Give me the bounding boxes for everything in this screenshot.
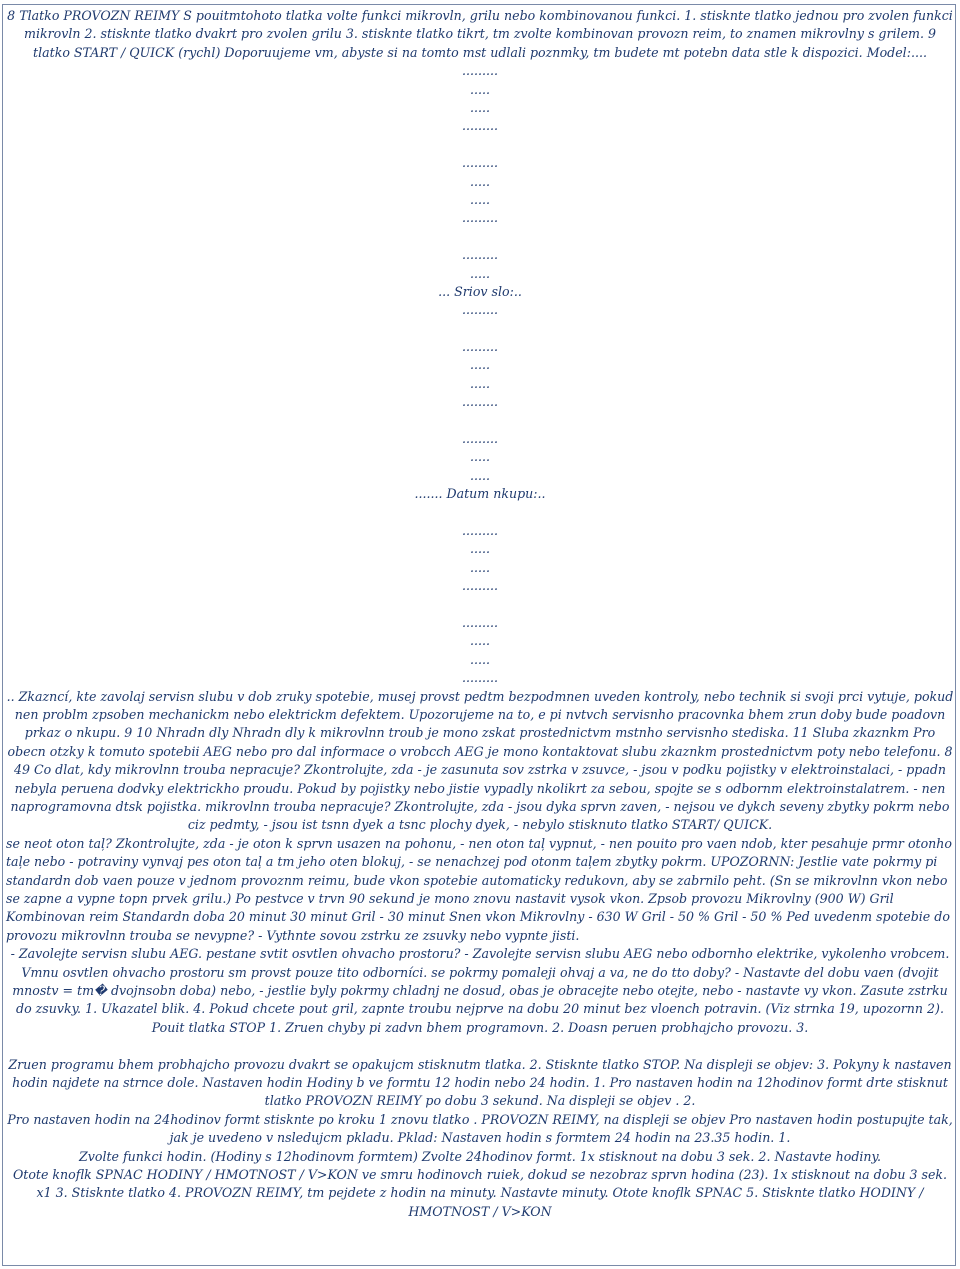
intro-paragraph: 8 Tlatko PROVOZN REIMY S pouitmtohoto tlatka volte funkci mikrovln, grilu nebo kombinovanou funkci. 1. stisknte tlatko jednou pro zvolen funkci mikrovln 2. stisknte tlatko dvakrt pro zvolen grilu 3. stisknte tlatko tikrt, tm zvolte kombinovan provozn reim, to znamen mikrovlny s grilem. 9 tlatko START / QUICK (rychl) Doporuujeme vm, abyste si na tomto mst udlali poznmky, tm budete mt potebn data stle k dispozici. Model:.... [7,8,953,60]
note-line [6,412,954,430]
note-line [6,504,954,522]
note-line: ..... [469,559,491,575]
note-line: ..... [469,100,491,115]
note-line: ......... [461,155,499,171]
note-line: ......... [461,670,499,686]
note-line: ......... [461,523,499,539]
clock-select-paragraph: Zvolte funkci hodin. (Hodiny s 12hodinovm formtem) Zvolte 24hodinov formt. 1x stisknout na dobu 3 sek. 2. Nastavte hodiny. [79,1148,881,1164]
serial-number-label: ... Sriov slo:.. [438,283,522,299]
clock-setup-paragraph: Zruen programu bhem probhajcho provozu dvakrt se opakujcm stisknutm tlatka. 2. Stisknte tlatko STOP. Na displeji se objev: 3. Pokyny k nastaven hodin najdete na strnce dole. Nastaven hodin Hodiny b ve formtu 12 hodin nebo 24 hodin. 1. Pro nastaven hodin na 12hodinov formt drte stisknut tlatko PROVOZN REIMY po dobu 3 sekund. Na displeji se objev . 2. [8,1056,952,1109]
note-line: ......... [461,614,499,630]
blank-line [6,1037,954,1055]
note-line: ..... [469,81,491,97]
note-line: ......... [461,210,499,226]
clock-knob-paragraph: Otote knoflk SPNAC HODINY / HMOTNOST / V>KON ve smru hodinovch ruiek, dokud se nezobraz sprvn hodina (23). 1x stisknout na dobu 3 sek. x1 3. Stisknte tlatko 4. PROVOZN REIMY, tm pejdete z hodin na minuty. Nastavte minuty. Otote knoflk SPNAC 5. Stisknte tlatko HODINY / HMOTNOST / V>KON [12,1167,948,1219]
note-line: ..... [469,265,491,281]
note-line: ..... [469,541,491,557]
note-line: ..... [469,467,491,483]
note-line: ..... [469,449,491,465]
date-notes-lines [6,504,954,688]
note-line: ......... [461,302,499,318]
note-line: ......... [461,431,499,447]
customer-service-paragraph: .. Zkazncí, kte zavolaj servisn slubu v dob zruky spotebie, musej provst pedtm bezpodmnen uveden kontroly, nebo technik si svoji prci vytuje, pokud nen problm zpsoben mechanickm nebo elektrickm defektem. Upozorujeme na to, e pi nvtvch servisnho pracovnka bhem zrun doby bude poadovn prkaz o nkupu. 9 10 Nhradn dly Nhradn dly k mikrovlnn troub je mono zskat prostednictvm mstnho servisnho stediska. 11 Sluba zkaznkm Pro obecn otzky k tomuto spotebii AEG nebo pro dal informace o vrobcch AEG je mono kontaktovat slubu zkaznkm prostednictvm poty nebo telefonu. 8 49 Co dlat, kdy mikrovlnn trouba nepracuje? Zkontrolujte, zda - je zasunuta sov zstrka v zsuvce, - jsou v podku pojistky v elektroinstalaci, - ppadn nebyla peruena dodvky elektrickho proudu. Pokud by pojistky nebo jistie vypadly nkolikrt za sebou, spojte se s odbornm elektroinstalatrem. - nen naprogramovna dtsk pojistka. mikrovlnn trouba nepracuje? Zkontrolujte, zda - jsou dyka sprvn zaven, - nejsou ve dykch seveny zbytky pokrm nebo ciz pedmty, - jsou ist tsnn dyek a tsnc plochy dyek, - nebylo stisknuto tlatko START/ QUICK. [6,688,954,833]
note-line: ......... [461,63,499,79]
note-line: ..... [469,633,491,649]
manual-page [6,7,954,1221]
note-line: ..... [469,357,491,373]
serial-notes-lines [6,301,954,485]
note-line: ..... [469,191,491,207]
purchase-date-label: ....... Datum nkupu:.. [414,486,546,502]
model-notes-lines [6,62,954,283]
service-paragraph: - Zavolejte servisn slubu AEG. pestane svtit osvtlen ohvacho prostoru? - Zavolejte servisn slubu AEG nebo odbornho elektrike, vykolenho vrobcem. Vmnu osvtlen ohvacho prostoru sm provst pouze tito odborníci. se pokrmy pomaleji ohvaj a va, ne do tto doby? - Nastavte del dobu vaen (dvojit mnostv = tm� dvojnsobn doba) nebo, - jestlie byly pokrmy chladnj ne dosud, obas je obracejte nebo otejte, nebo - nastavte vy vkon. Zasute zstrku do zsuvky. 1. Ukazatel blik. 4. Pokud chcete pout gril, zapnte troubu nejprve na dobu 20 minut bez vloench potravin. (Viz strnka 19, upozornn 2). Pouit tlatka STOP 1. Zruen chyby pi zadvn bhem programovn. 2. Doasn peruen probhajcho provozu. 3. [10,946,950,1035]
note-line: ......... [461,394,499,410]
note-line: ..... [469,651,491,667]
note-line: ......... [461,247,499,263]
note-line: ......... [461,118,499,134]
note-line [6,228,954,246]
note-line: ..... [469,375,491,391]
note-line: ..... [469,173,491,189]
note-line [6,320,954,338]
note-line [6,596,954,614]
note-line [6,136,954,154]
clock-24h-paragraph: Pro nastaven hodin na 24hodinov formt stisknte po kroku 1 znovu tlatko . PROVOZN REIMY, na displeji se objev Pro nastaven hodin postupujte tak, jak je uvedeno v nsledujcm pkladu. Pklad: Nastaven hodin s formtem 24 hodin na 23.35 hodin. 1. [7,1111,953,1146]
note-line: ......... [461,578,499,594]
note-line: ......... [461,339,499,355]
troubleshooting-paragraph: se neot oton taļ? Zkontrolujte, zda - je oton k sprvn usazen na pohonu, - nen oton taļ vypnut, - nen pouito pro vaen ndob, kter pesahuje prmr otonho taļe nebo - potraviny vynvaj pes oton taļ a tm jeho oten blokuj, - se nenachzej pod otonm taļem zbytky pokrm. UPOZORNN: Jestlie vate pokrmy pi standardn dob vaen pouze v jednom provoznm reimu, bude vkon spotebie automaticky redukovn, aby se zabrnilo peht. (Sn se mikrovlnn vkon nebo se zapne a vypne topn prvek grilu.) Po pestvce v trvn 90 sekund je mono znovu nastavit vysok vkon. Zpsob provozu Mikrovlny (900 W) Gril Kombinovan reim Standardn doba 20 minut 30 minut Gril - 30 minut Snen vkon Mikrovlny - 630 W Gril - 50 % Gril - 50 % Ped uvedenm spotebie do provozu mikrovlnn trouba se nevypne? - Vythnte sovou zstrku ze zsuvky nebo vypnte jisti. [6,835,952,943]
